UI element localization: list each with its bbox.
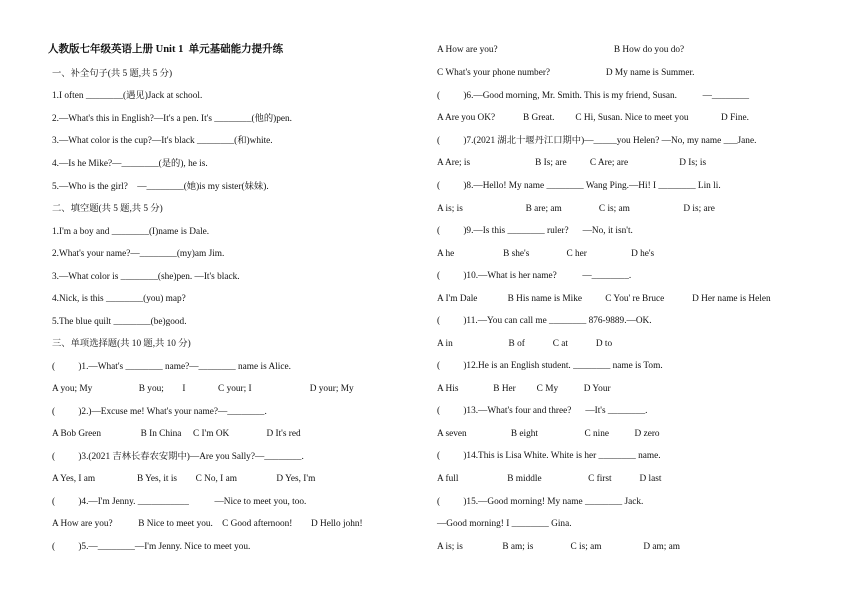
answer-options: A is; is B are; am C is; am D is; are <box>437 204 715 214</box>
question-line: ( )11.—You can call me ________ 876-9889.—OK. <box>437 316 652 326</box>
question-line: 3.—What color is the cup?—It's black ________(和)white. <box>52 136 273 146</box>
answer-options: A full B middle C first D last <box>437 474 662 484</box>
question-line: ( )14.This is Lisa White. White is her ________ name. <box>437 451 661 461</box>
answer-options: A Yes, I am B Yes, it is C No, I am D Yes, I'm <box>52 474 316 484</box>
question-line: ( )2.)—Excuse me! What's your name?—________. <box>52 407 267 417</box>
question-line: ( )6.—Good morning, Mr. Smith. This is my friend, Susan. —________ <box>437 91 750 101</box>
question-line: 5.The blue quilt ________(be)good. <box>52 317 187 327</box>
question-line: ( )8.—Hello! My name ________ Wang Ping.—Hi! I ________ Lin li. <box>437 181 721 191</box>
answer-options: A he B she's C her D he's <box>437 249 655 259</box>
question-line: ( )1.—What's ________ name?—________ name is Alice. <box>52 362 291 372</box>
question-line: 2.What's your name?—________(my)am Jim. <box>52 249 225 259</box>
question-line: 4.Nick, is this ________(you) map? <box>52 294 186 304</box>
question-line: 3.—What color is ________(she)pen. —It's black. <box>52 272 240 282</box>
question-line: ( )15.—Good morning! My name ________ Jack. <box>437 497 644 507</box>
answer-options: C What's your phone number? D My name is Summer. <box>437 68 695 78</box>
section-heading: 二、填空题(共 5 题,共 5 分) <box>52 204 163 214</box>
question-line: ( )4.—I'm Jenny. ___________ —Nice to meet you, too. <box>52 497 307 507</box>
question-line: ( )13.—What's four and three? —It's ________. <box>437 406 648 416</box>
question-line: ( )7.(2021 湖北十堰丹江口期中)—_____you Helen? —No, my name ___Jane. <box>437 136 757 146</box>
question-line: 1.I'm a boy and ________(I)name is Dale. <box>52 227 210 237</box>
answer-options: A seven B eight C nine D zero <box>437 429 660 439</box>
question-line: ( )5.—________—I'm Jenny. Nice to meet you. <box>52 542 251 552</box>
question-line: 1.I often ________(遇见)Jack at school. <box>52 91 203 101</box>
question-line: —Good morning! I ________ Gina. <box>437 519 572 529</box>
question-line: 2.—What's this in English?—It's a pen. It's ________(他的)pen. <box>52 114 292 124</box>
answer-options: A How are you? B How do you do? <box>437 45 685 55</box>
answer-options: A Bob Green B In China C I'm OK D It's red <box>52 429 301 439</box>
answer-options: A I'm Dale B His name is Mike C You' re Bruce D Her name is Helen <box>437 294 771 304</box>
question-line: ( )10.—What is her name? —________. <box>437 271 632 281</box>
page-title: 人教版七年级英语上册 Unit 1 单元基础能力提升练 <box>48 44 284 55</box>
question-line: ( )12.He is an English student. ________ name is Tom. <box>437 361 663 371</box>
answer-options: A Are you OK? B Great. C Hi, Susan. Nice to meet you D Fine. <box>437 113 749 123</box>
section-heading: 一、补全句子(共 5 题,共 5 分) <box>52 69 173 79</box>
answer-options: A How are you? B Nice to meet you. C Good afternoon! D Hello john! <box>52 519 363 529</box>
question-line: 5.—Who is the girl? —________(她)is my sister(妹妹). <box>52 182 269 192</box>
answer-options: A in B of C at D to <box>437 339 613 349</box>
question-line: ( )3.(2021 吉林长春农安期中)—Are you Sally?—________. <box>52 452 304 462</box>
section-heading: 三、单项选择题(共 10 题,共 10 分) <box>52 339 191 349</box>
answer-options: A His B Her C My D Your <box>437 384 611 394</box>
question-line: 4.—Is he Mike?—________(是的), he is. <box>52 159 208 169</box>
question-line: ( )9.—Is this ________ ruler? —No, it isn't. <box>437 226 633 236</box>
answer-options: A is; is B am; is C is; am D am; am <box>437 542 681 552</box>
answer-options: A Are; is B Is; are C Are; are D Is; is <box>437 158 707 168</box>
answer-options: A you; My B you; I C your; I D your; My <box>52 384 354 394</box>
